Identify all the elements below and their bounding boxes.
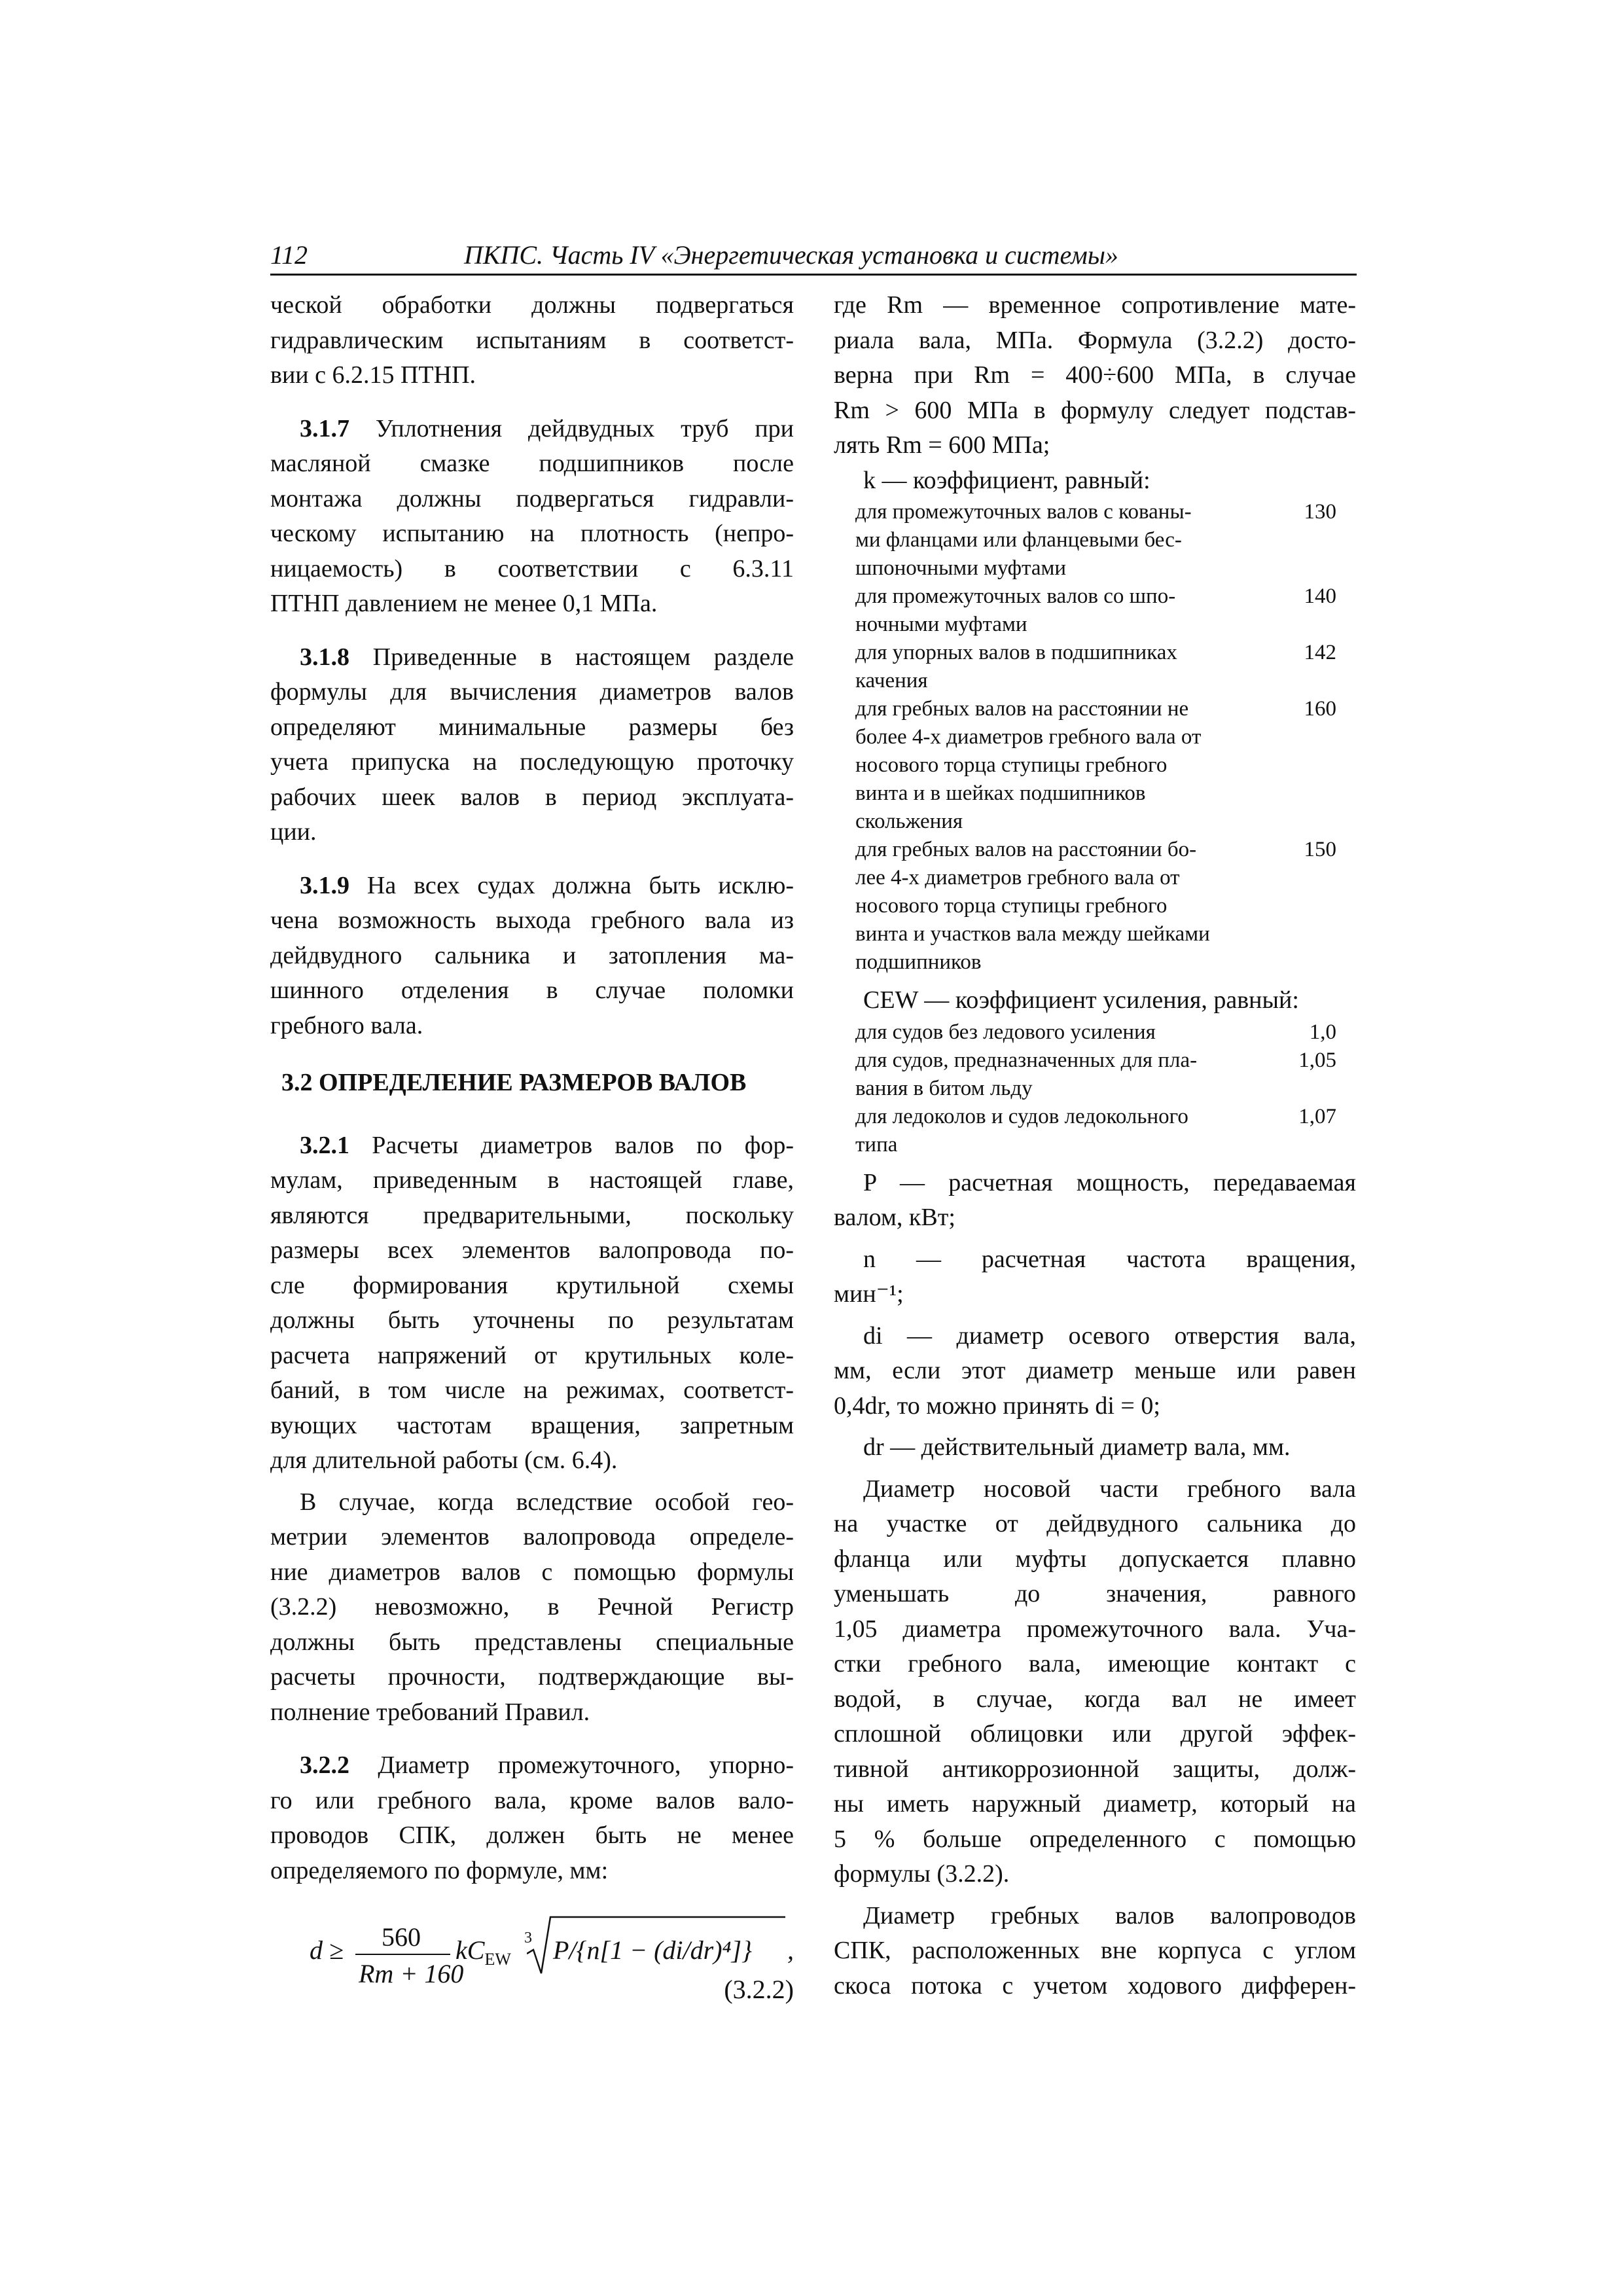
formula-lhs: d ≥ (310, 1935, 344, 1965)
list-item: для промежуточных валов со шпо- ночными муфтами 140 (834, 583, 1356, 639)
list-item: для ледоколов и судов ледокольного типа 1,07 (834, 1103, 1356, 1159)
section-3-2-1: 3.2.1 Расчеты диаметров валов по фор- мулам, приведенным в настоящей главе, являются предварительными, поскольку размеры всех элементов валопровода по- сле формирования крутильной схемы должны быть уточнены по результатам расчета напряжений от крутильных коле- баний, в том числе на режимах, соответст- вующих частотам вращения, запретным для длительной работы (см. 6.4). (270, 1131, 794, 1474)
k-coefficient-list (834, 498, 1356, 977)
definition-rm: где Rm — временное сопротивление мате- риала вала, МПа. Формула (3.2.2) досто- верна при Rm = 400÷600 МПа, в случае Rm > 600 МПа в формулу следует подстав- лять Rm = 600 МПа; (834, 291, 1356, 459)
section-3-2-2: 3.2.2 Диаметр промежуточного, упорно- го или гребного вала, кроме валов вало- проводов СПК, должен быть не менее определяемого по формуле, мм: (270, 1751, 794, 1884)
definition-k: k — коэффициент, равный: (863, 466, 1150, 494)
formula-number: (3.2.2) (724, 1975, 794, 2004)
coefficient-value: 1,07 (1298, 1104, 1336, 1128)
running-title: ПКПС. Часть IV «Энергетическая установка и системы» (464, 240, 1118, 270)
left-column (270, 288, 794, 2004)
formula-radicand: P/{n[1 − (di/dr)⁴]} (553, 1935, 753, 1965)
coefficient-value: 1,0 (1309, 1020, 1336, 1044)
formula-coefficient: $kC_{EW}$ (455, 1935, 511, 1969)
formula-numerator: 560 (382, 1922, 421, 1952)
definition-p: P — расчетная мощность, передаваемая валом, кВт; (834, 1168, 1356, 1231)
definition-dr: dr — действительный диаметр вала, мм. (863, 1433, 1291, 1461)
paragraph-nose-diameter: Диаметр носовой части гребного вала на участке от дейдвудного сальника до фланца или муфты допускается плавно уменьшать до значения, равного 1,05 диаметра промежуточного вала. Уча- стки гребного вала, имеющие контакт с водой, в случае, когда вал не имеет сплошной облицовки или другой эффек- тивной антикоррозионной защиты, долж- ны иметь наружный диаметр, который на 5 % больше определенного с помощью формулы (3.2.2). (834, 1475, 1356, 1888)
section-3-1-9: 3.1.9 На всех судах должна быть исклю- чена возможность выхода гребного вала из дейдвудного сальника и затопления ма- шинного отделения в случае поломки гребного вала. (270, 871, 794, 1039)
coefficient-value: 160 (1304, 697, 1336, 721)
coefficient-value: 150 (1304, 838, 1336, 861)
running-header (270, 237, 1357, 276)
definition-di: di — диаметр осевого отверстия вала, мм, если этот диаметр меньше или равен 0,4dr, то можно принять di = 0; (834, 1321, 1356, 1420)
paragraph-spk-shafts: Диаметр гребных валов валопроводов СПК, расположенных вне корпуса с углом скоса потока с учетом ходового дифферен- (834, 1901, 1356, 2000)
list-item: для гребных валов на расстоянии не более 4-х диаметров гребного вала от носового торца ступицы гребного винта и в шейках подшипников скольжения 160 (834, 695, 1356, 836)
paragraph-continuation: ческой обработки должны подвергаться гидравлическим испытаниям в соответст- вии с 6.2.15 ПТНП. (270, 291, 794, 389)
cew-coefficient-list (834, 1018, 1356, 1159)
right-column (834, 288, 1356, 2003)
coefficient-value: 130 (1304, 500, 1336, 524)
section-number: 3.2.1 (300, 1131, 349, 1159)
list-item: для судов без ледового усиления 1,0 (834, 1018, 1356, 1047)
list-item: для судов, предназначенных для пла- вания в битом льду 1,05 (834, 1047, 1356, 1103)
formula-tail: , (787, 1935, 794, 1965)
section-heading: 3.2 ОПРЕДЕЛЕНИЕ РАЗМЕРОВ ВАЛОВ (281, 1069, 747, 1096)
section-number: 3.1.7 (300, 414, 349, 442)
page-number: 112 (270, 240, 308, 270)
list-item: для упорных валов в подшипниках качения 142 (834, 639, 1356, 695)
section-3-1-7: 3.1.7 Уплотнения дейдвудных труб при масляной смазке подшипников после монтажа должны подвергаться гидравли- ческому испытанию на плотность (непро- ницаемость) в соответствии с 6.3.11 ПТНП давлением не менее 0,1 МПа. (270, 414, 794, 617)
definition-cew: CEW — коэффициент усиления, равный: (863, 986, 1299, 1014)
section-number: 3.2.2 (300, 1751, 349, 1779)
coefficient-value: 1,05 (1298, 1048, 1336, 1072)
definition-n: n — расчетная частота вращения, мин⁻¹; (834, 1245, 1356, 1308)
list-item: для гребных валов на расстоянии бо- лее 4-х диаметров гребного вала от носового торца ступицы гребного винта и участков вала между шейками подшипников 150 (834, 836, 1356, 977)
formula-3-2-2 (270, 1895, 794, 2004)
section-number: 3.1.9 (300, 871, 349, 899)
fraction-line (355, 1954, 450, 1955)
coefficient-value: 140 (1304, 584, 1336, 608)
root-index: 3 (524, 1929, 532, 1946)
list-item: для промежуточных валов с кованы- ми фланцами или фланцевыми бес- шпоночными муфтами 130 (834, 498, 1356, 583)
paragraph-special-case: В случае, когда вследствие особой гео- метрии элементов валопровода определе- ние диаметров валов с помощью формулы (3.2.2) невозможно, в Речной Регистр должны быть представлены специальные расчеты прочности, подтверждающие вы- полнение требований Правил. (270, 1488, 794, 1726)
coefficient-value: 142 (1304, 641, 1336, 664)
section-number: 3.1.8 (300, 643, 349, 671)
formula-denominator: Rm + 160 (359, 1959, 464, 1988)
section-3-1-8: 3.1.8 Приведенные в настоящем разделе формулы для вычисления диаметров валов определяют минимальные размеры без учета припуска на последующую проточку рабочих шеек валов в период эксплуата- ции. (270, 643, 794, 846)
